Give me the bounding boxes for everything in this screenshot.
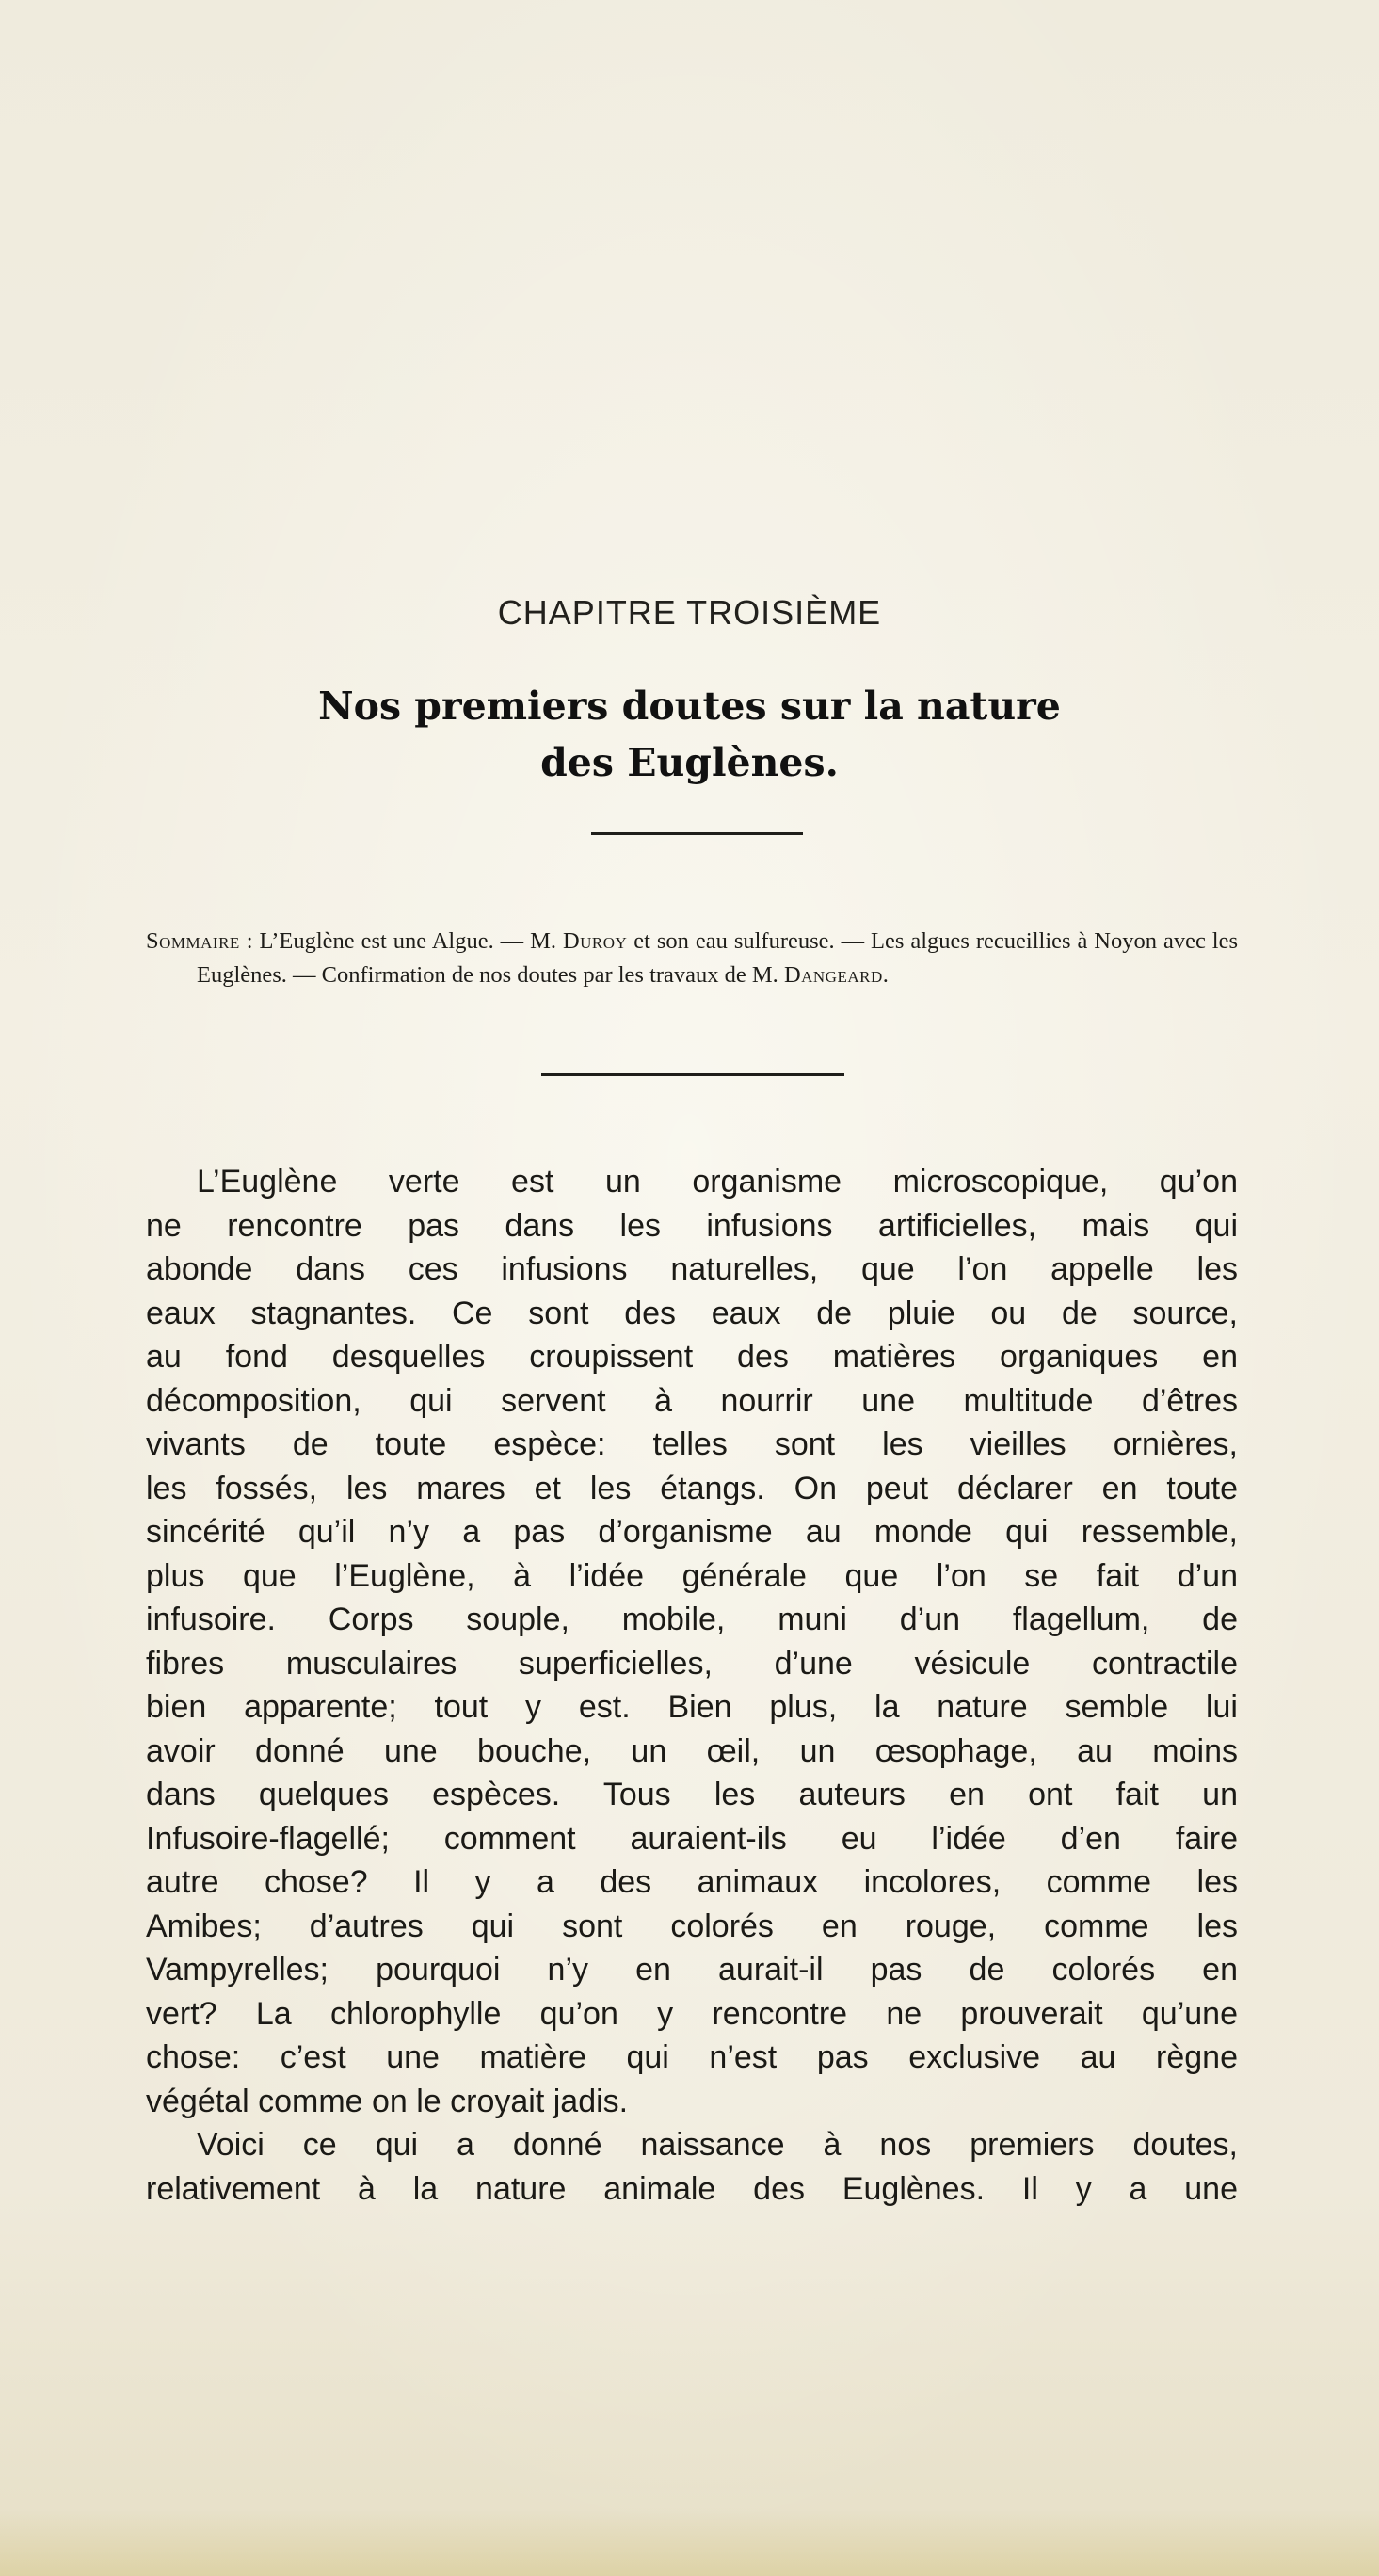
text-line: Infusoire-flagellé; comment auraient-ils eu l’idée d’en faire	[146, 1820, 1238, 1857]
text-line: ne rencontre pas dans les infusions artificielles, mais qui	[146, 1207, 1238, 1244]
chapter-title	[0, 678, 1379, 791]
text-line: avoir donné une bouche, un œil, un œsophage, au moins	[146, 1732, 1238, 1769]
text-line: infusoire. Corps souple, mobile, muni d’un flagellum, de	[146, 1602, 1238, 1637]
page-edge	[0, 2510, 1379, 2576]
paragraph	[146, 2123, 1238, 2211]
chapter-title-line-1: Nos premiers doutes sur la nature	[318, 684, 1061, 729]
text-line: L’Euglène verte est un organisme microscopique, qu’on	[197, 1164, 1238, 1199]
text-line: relativement à la nature animale des Euglènes. Il y a une	[146, 2170, 1238, 2207]
text-line: vert? La chlorophylle qu’on y rencontre ne prouverait qu’une	[146, 1995, 1238, 2032]
text-line: eaux stagnantes. Ce sont des eaux de pluie ou de source,	[146, 1295, 1238, 1331]
text-line: sincérité qu’il n’y a pas d’organisme au monde qui ressemble,	[146, 1514, 1238, 1550]
title-divider	[591, 832, 803, 835]
chapter-summary	[146, 925, 1238, 992]
text-line: Amibes; d’autres qui sont colorés en rouge, comme les	[146, 1908, 1238, 1944]
summary-name-dangeard: Dangeard	[783, 962, 883, 988]
summary-segment-2: et son eau sulfureuse. — Les algues recueillies à Noyon avec les Euglènes. — Confirmation de nos doutes par les travaux de M.	[197, 928, 1238, 988]
text-line: autre chose? Il y a des animaux incolores, comme les	[146, 1864, 1238, 1900]
text-line: plus que l’Euglène, à l’idée générale que l’on se fait d’un	[146, 1557, 1238, 1594]
summary-text	[146, 925, 1238, 992]
chapter-label: CHAPITRE TROISIÈME	[497, 593, 882, 632]
text-line: fibres musculaires superficielles, d’une vésicule contractile	[146, 1645, 1238, 1682]
text-line: bien apparente; tout y est. Bien plus, la nature semble lui	[146, 1689, 1238, 1725]
summary-segment-3: .	[882, 962, 889, 988]
text-line: décomposition, qui servent à nourrir une multitude d’êtres	[146, 1382, 1238, 1419]
text-line: les fossés, les mares et les étangs. On peut déclarer en toute	[146, 1470, 1238, 1506]
summary-name-duroy: Duroy	[562, 928, 628, 954]
text-line: chose: c’est une matière qui n’est pas exclusive au règne	[146, 2039, 1238, 2075]
summary-segment-1: : L’Euglène est une Algue. — M.	[239, 928, 563, 954]
text-line: végétal comme on le croyait jadis.	[146, 2083, 629, 2119]
summary-divider	[541, 1073, 844, 1076]
text-line: abonde dans ces infusions naturelles, que l’on appelle les	[146, 1251, 1238, 1287]
text-line: dans quelques espèces. Tous les auteurs en ont fait un	[146, 1777, 1238, 1812]
chapter-title-line-2: des Euglènes.	[540, 740, 839, 785]
text-line: au fond desquelles croupissent des matières organiques en	[146, 1339, 1238, 1375]
summary-lead: Sommaire	[146, 928, 240, 954]
text-line: Vampyrelles; pourquoi n’y en aurait-il pas de colorés en	[146, 1952, 1238, 1988]
body-text	[146, 1160, 1238, 2211]
paragraph	[146, 1160, 1238, 2123]
text-line: Voici ce qui a donné naissance à nos premiers doutes,	[197, 2127, 1238, 2163]
text-line: vivants de toute espèce: telles sont les vieilles ornières,	[146, 1426, 1238, 1462]
